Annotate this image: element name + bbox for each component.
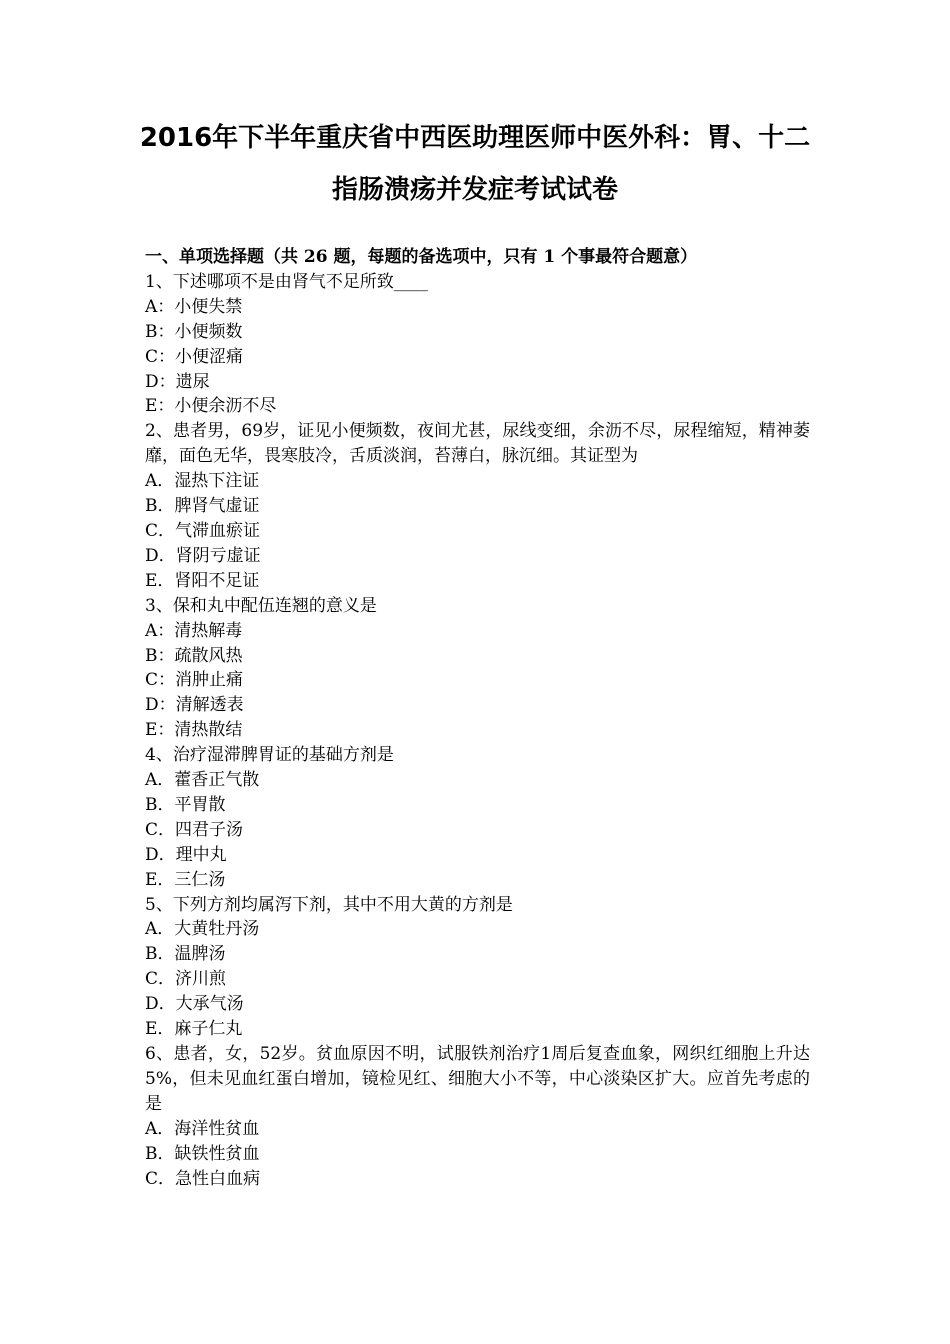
option-a: A．湿热下注证 (145, 471, 260, 492)
option-e: E．肾阳不足证 (145, 570, 260, 591)
document-body (145, 245, 810, 1191)
option-c: C．气滞血瘀证 (145, 520, 261, 541)
question-stem: 5、下列方剂均属泻下剂，其中不用大黄的方剂是 (145, 894, 513, 915)
title-line-2: 指肠溃疡并发症考试试卷 (331, 175, 618, 205)
question-1 (145, 270, 810, 419)
option-e: E：清热散结 (145, 720, 243, 741)
section-heading: 一、单项选择题（共 26 题，每题的备选项中，只有 1 个事最符合题意） (145, 247, 698, 267)
question-6 (145, 1042, 810, 1191)
question-stem: 4、治疗湿滞脾胃证的基础方剂是 (145, 745, 394, 766)
option-e: E．三仁汤 (145, 869, 226, 890)
document-title (100, 112, 850, 216)
option-b: B．脾肾气虚证 (145, 496, 260, 517)
option-a: A：小便失禁 (145, 296, 243, 317)
question-stem: 6、患者，女，52岁。贫血原因不明，试服铁剂治疗1周后复查血象，网织红细胞上升达5%，但未见血红蛋白增加，镜检见红、细胞大小不等，中心淡染区扩大。应首先考虑的是 (145, 1044, 810, 1114)
option-b: B：疏散风热 (145, 645, 243, 666)
option-e: E：小便余沥不尽 (145, 396, 277, 417)
option-d: D．肾阴亏虚证 (145, 545, 261, 566)
option-a: A：清热解毒 (145, 620, 243, 641)
option-c: C．济川煎 (145, 969, 227, 990)
option-c: C．急性白血病 (145, 1168, 261, 1189)
question-4 (145, 743, 810, 892)
question-stem: 3、保和丸中配伍连翘的意义是 (145, 595, 377, 616)
option-a: A．藿香正气散 (145, 770, 260, 791)
option-a: A．海洋性贫血 (145, 1118, 260, 1139)
option-b: B．缺铁性贫血 (145, 1143, 260, 1164)
question-stem: 1、下述哪项不是由肾气不足所致____ (145, 271, 428, 292)
option-b: B：小便频数 (145, 321, 243, 342)
option-d: D．理中丸 (145, 844, 227, 865)
option-e: E．麻子仁丸 (145, 1019, 243, 1040)
option-c: C：小便涩痛 (145, 346, 244, 367)
question-stem: 2、患者男，69岁，证见小便频数，夜间尤甚，尿线变细，余沥不尽，尿程缩短，精神萎靡，面色无华，畏寒肢冷，舌质淡润，苔薄白，脉沉细。其证型为 (145, 421, 810, 467)
option-a: A．大黄牡丹汤 (145, 919, 260, 940)
option-d: D．大承气汤 (145, 994, 244, 1015)
question-3 (145, 594, 810, 743)
title-line-1: 2016年下半年重庆省中西医助理医师中医外科：胃、十二 (139, 123, 811, 153)
question-2 (145, 419, 810, 593)
option-c: C．四君子汤 (145, 819, 244, 840)
question-5 (145, 893, 810, 1042)
option-d: D：清解透表 (145, 695, 244, 716)
option-d: D：遗尿 (145, 371, 210, 392)
option-b: B．平胃散 (145, 794, 226, 815)
option-c: C：消肿止痛 (145, 670, 244, 691)
option-b: B．温脾汤 (145, 944, 226, 965)
